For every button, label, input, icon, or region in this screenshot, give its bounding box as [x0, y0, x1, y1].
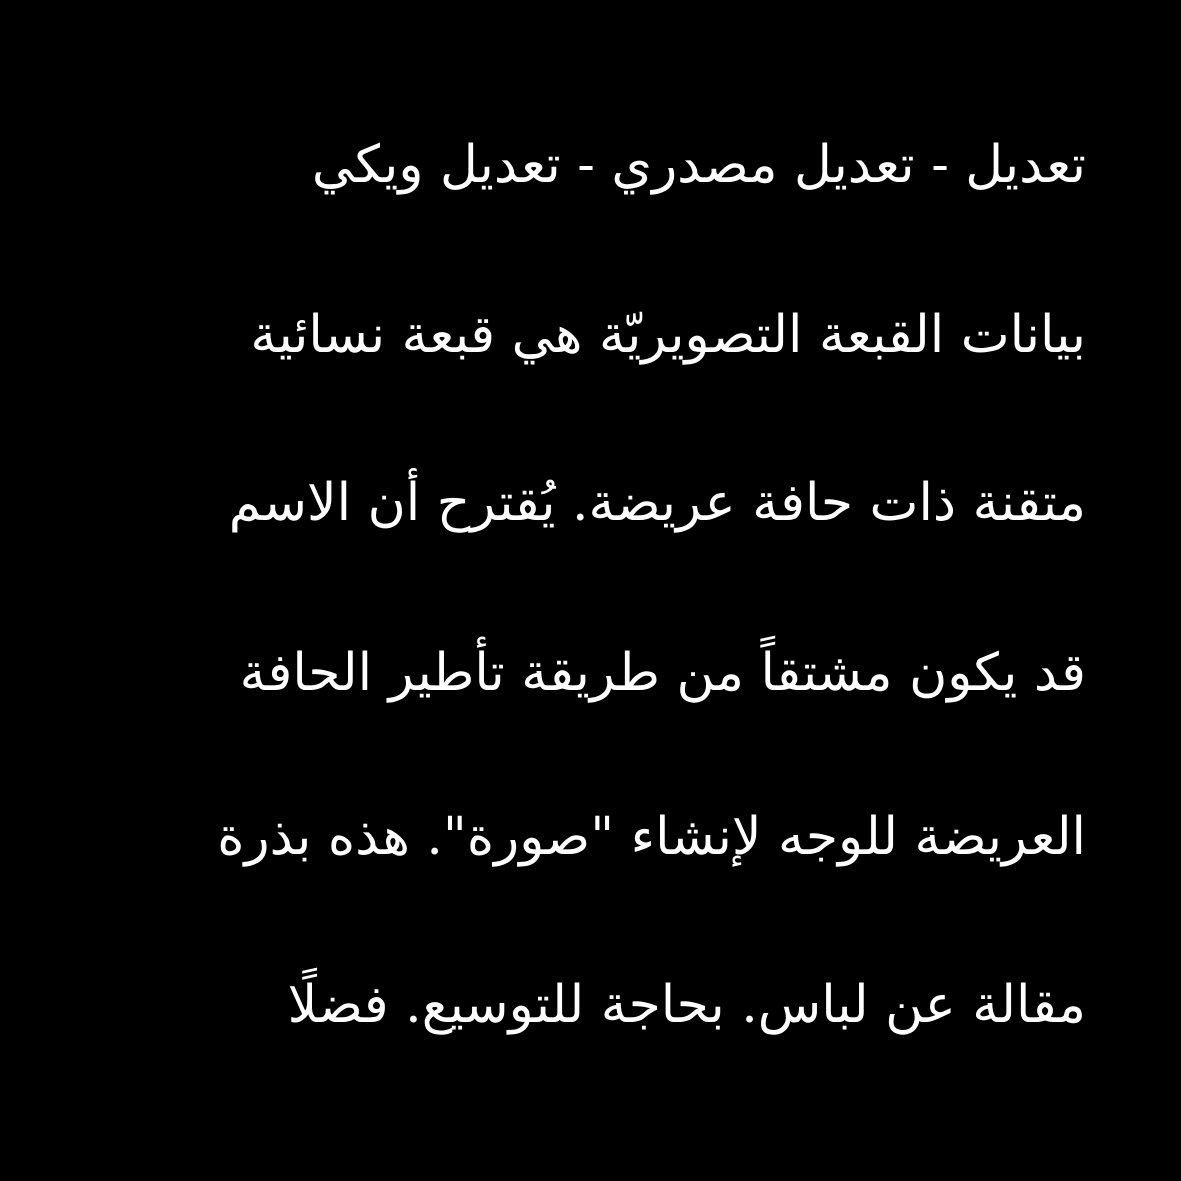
text-line: بيانات القبعة التصويريّة هي قبعة نسائية	[250, 305, 1086, 365]
text-line: متقنة ذات حافة عريضة. يُقترح أن الاسم	[228, 473, 1086, 533]
text-line: مقالة عن لباس. بحاجة للتوسيع. فضلًا	[287, 975, 1086, 1035]
text-line: العريضة للوجه لإنشاء "صورة". هذه بذرة	[217, 807, 1086, 867]
text-line: قد يكون مشتقاً من طريقة تأطير الحافة	[239, 643, 1086, 703]
edit-links-line: تعديل - تعديل مصدري - تعديل ويكي	[311, 135, 1086, 195]
